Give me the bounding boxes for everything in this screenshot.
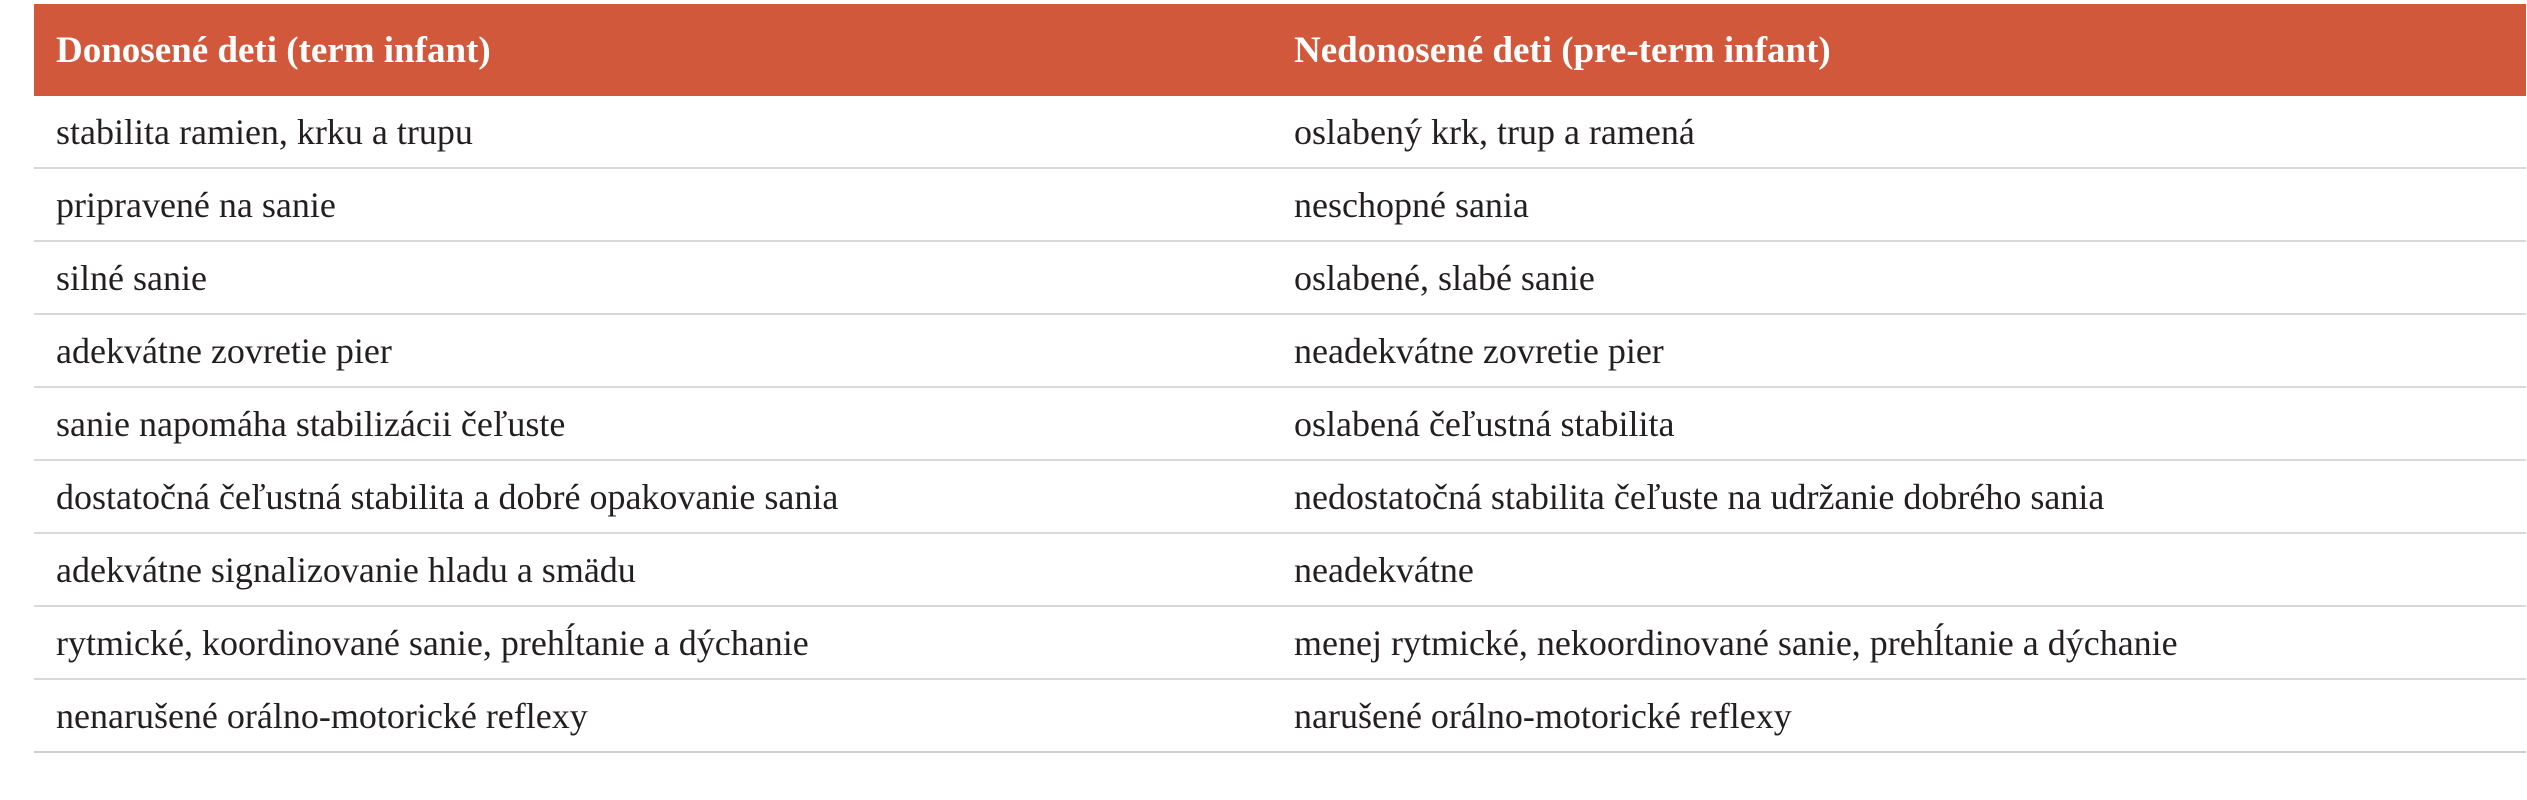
table-row [34,314,2526,387]
comparison-table-container [34,4,2526,753]
cell-preterm: oslabená čeľustná stabilita [1272,387,2526,460]
cell-term: sanie napomáha stabilizácii čeľuste [34,387,1272,460]
cell-term: pripravené na sanie [34,168,1272,241]
cell-preterm: neschopné sania [1272,168,2526,241]
comparison-table [34,4,2526,753]
table-row [34,96,2526,168]
cell-term: nenarušené orálno-motorické reflexy [34,679,1272,752]
table-header [34,4,2526,96]
table-row [34,460,2526,533]
cell-preterm: nedostatočná stabilita čeľuste na udržanie dobrého sania [1272,460,2526,533]
table-row [34,387,2526,460]
cell-preterm: oslabené, slabé sanie [1272,241,2526,314]
table-row [34,606,2526,679]
cell-preterm: neadekvátne zovretie pier [1272,314,2526,387]
cell-term: silné sanie [34,241,1272,314]
header-term-infant: Donosené deti (term infant) [34,4,1272,96]
table-row [34,679,2526,752]
table-body [34,96,2526,752]
cell-preterm: narušené orálno-motorické reflexy [1272,679,2526,752]
cell-term: adekvátne signalizovanie hladu a smädu [34,533,1272,606]
header-preterm-infant: Nedonosené deti (pre-term infant) [1272,4,2526,96]
cell-preterm: menej rytmické, nekoordinované sanie, prehĺtanie a dýchanie [1272,606,2526,679]
cell-preterm: oslabený krk, trup a ramená [1272,96,2526,168]
table-row [34,533,2526,606]
cell-term: adekvátne zovretie pier [34,314,1272,387]
cell-term: rytmické, koordinované sanie, prehĺtanie a dýchanie [34,606,1272,679]
cell-term: dostatočná čeľustná stabilita a dobré opakovanie sania [34,460,1272,533]
table-row [34,168,2526,241]
cell-term: stabilita ramien, krku a trupu [34,96,1272,168]
cell-preterm: neadekvátne [1272,533,2526,606]
table-row [34,241,2526,314]
header-row [34,4,2526,96]
